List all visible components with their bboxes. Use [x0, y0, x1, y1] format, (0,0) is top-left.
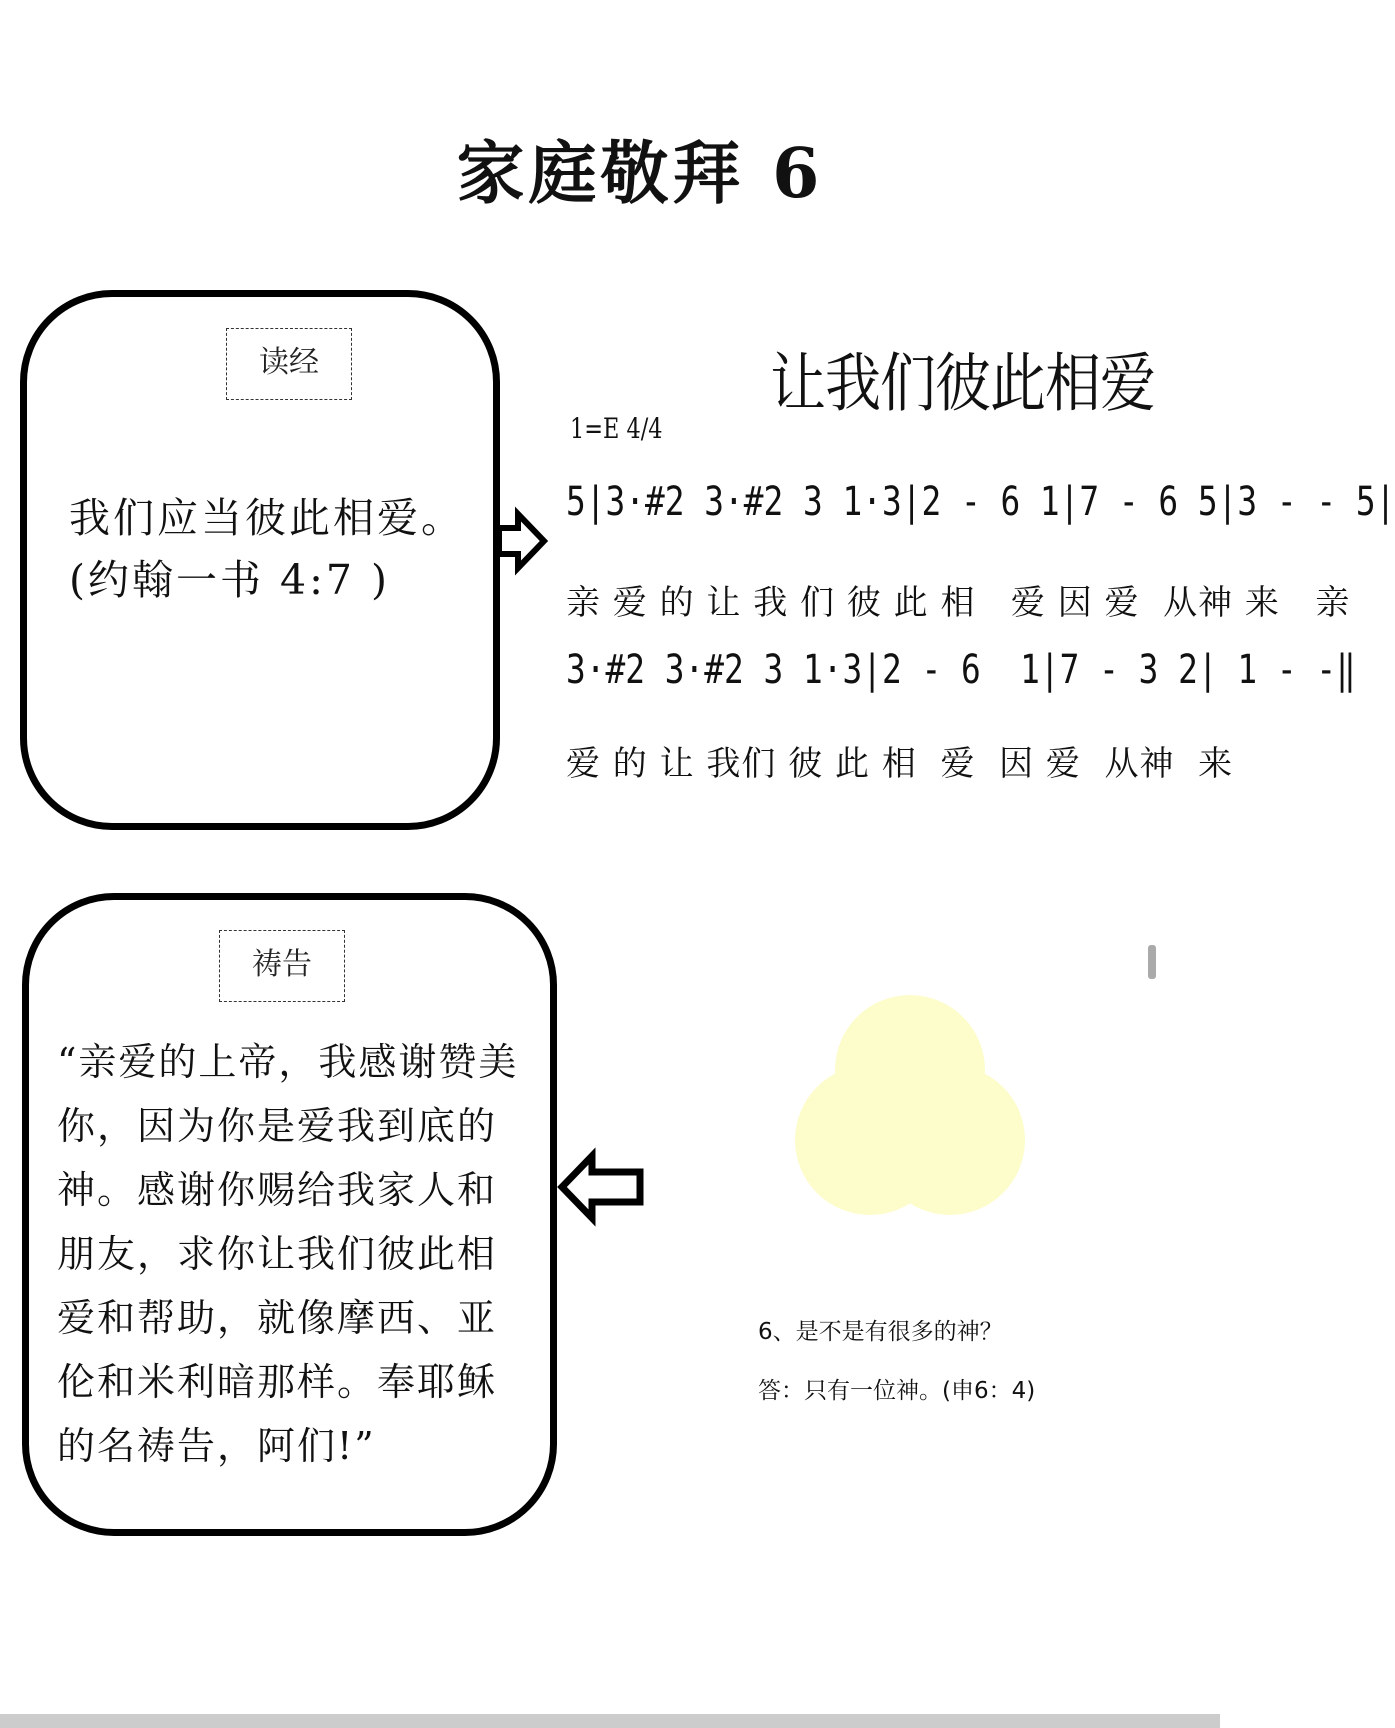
- prayer-text: “亲爱的上帝，我感谢赞美你，因为你是爱我到底的神。感谢你赐给我家人和朋友，求你让我们彼此相爱和帮助，就像摩西、亚伦和米利暗那样。奉耶稣的名祷告，阿们!”: [57, 1040, 519, 1468]
- song-title: 让我们彼此相爱: [770, 346, 1155, 422]
- trinity-shape-icon: [790, 990, 1030, 1220]
- left-arrow-icon: [556, 1150, 646, 1224]
- notation-line-2: 3·#2 3·#2 3 1·3|2 - 6 1|7 - 3 2| 1 - -‖: [566, 647, 1356, 693]
- bottom-bar: [0, 1714, 1220, 1728]
- prayer-label: 祷告: [219, 930, 345, 1002]
- lyrics-line-1: 亲 爱 的 让 我 们 彼 此 相 爱 因 爱 从神 来 亲: [566, 583, 1351, 623]
- scroll-marker: [1148, 945, 1156, 979]
- verse-body: 我们应当彼此相爱。: [69, 494, 465, 542]
- page-title: 家庭敬拜 6: [456, 134, 824, 214]
- lyrics-line-2: 爱 的 让 我们 彼 此 相 爱 因 爱 从神 来: [566, 744, 1234, 784]
- verse-reference: (约翰一书 4:7 ): [69, 556, 391, 604]
- notation-line-1: 5|3·#2 3·#2 3 1·3|2 - 6 1|7 - 6 5|3 - - 5|: [566, 479, 1395, 525]
- reading-card: [20, 290, 500, 830]
- right-arrow-icon: [496, 510, 548, 572]
- verse-text: [69, 487, 489, 611]
- prayer-card: [22, 893, 557, 1536]
- key-signature: 1=E 4/4: [570, 412, 663, 445]
- catechism-answer: 答：只有一位神。(申6：4): [758, 1378, 1036, 1404]
- catechism-question: 6、是不是有很多的神？: [758, 1319, 1003, 1345]
- reading-label: 读经: [226, 328, 352, 400]
